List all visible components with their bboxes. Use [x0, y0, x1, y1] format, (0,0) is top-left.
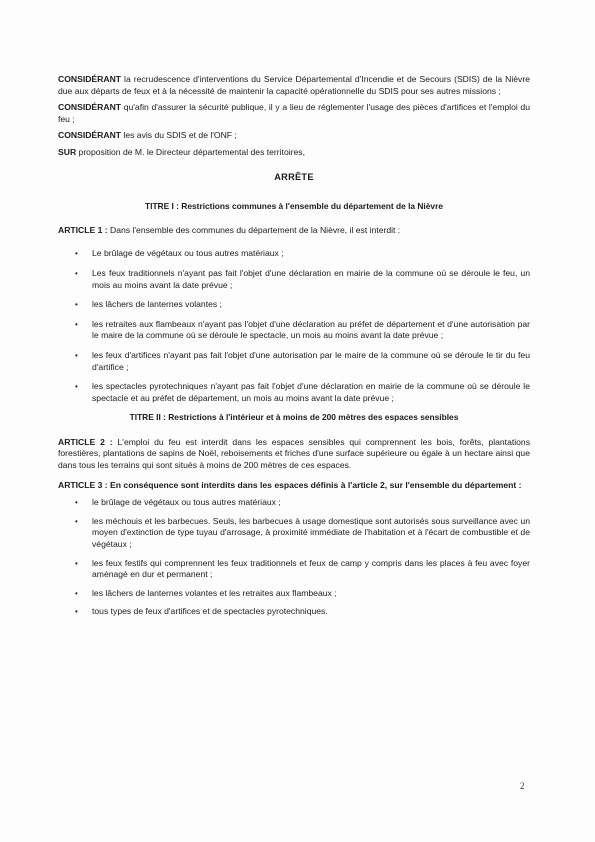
list-item — [75, 497, 530, 509]
considerant-keyword: CONSIDÉRANT — [58, 102, 122, 113]
list-item — [75, 381, 530, 404]
bullet-icon: • — [75, 558, 78, 568]
considerant-2 — [58, 102, 530, 125]
article-text: Dans l'ensemble des communes du département de la Nièvre, il est interdit : — [107, 224, 401, 235]
bullet-icon: • — [75, 588, 78, 598]
bullet-icon: • — [75, 382, 78, 392]
sur-proposition — [58, 147, 530, 159]
article-text: L'emploi du feu est interdit dans les espaces sensibles qui comprennent les bois, forêts, plantations forestières, plantations de sapins de Noël, reboisements et friches d'une surface supérieure ou égale à un hectare ainsi que dans tous les terrains qui sont situés à moins de 200 mètres de ces espaces. — [58, 436, 531, 471]
bullet-icon: • — [75, 607, 78, 617]
bullet-icon: • — [75, 350, 78, 360]
list-item — [75, 557, 530, 581]
article-3-list — [58, 497, 530, 618]
article-label: ARTICLE 2 : — [58, 436, 113, 447]
list-item-text: les retraites aux flambeaux n'ayant pas l'objet d'une déclaration au préfet de département et d'une autorisation par le maire de la commune où se déroule le spectacle, un mois au moins avant la date prévue ; — [92, 318, 530, 341]
list-item-text: Le brûlage de végétaux ou tous autres matériaux ; — [92, 248, 284, 259]
considerant-text: les avis du SDIS et de l'ONF ; — [121, 130, 237, 141]
arrete-heading: ARRÊTE — [274, 171, 314, 182]
list-item — [75, 299, 530, 311]
bullet-icon: • — [75, 516, 78, 526]
list-item-text: Les feux traditionnels n'ayant pas fait l'objet d'une déclaration en mairie de la commune où se déroule le feu, un mois au moins avant la date prévue ; — [92, 267, 530, 290]
article-3-intro — [58, 480, 530, 492]
considerant-keyword: CONSIDÉRANT — [58, 74, 122, 84]
list-item — [75, 349, 530, 373]
article-1-intro — [58, 225, 530, 237]
list-item-text: le brûlage de végétaux ou tous autres matériaux ; — [92, 497, 281, 508]
considerant-text: qu'afin d'assurer la sécurité publique, il y a lieu de réglementer l'usage des pièces d'artifices et l'emploi du feu ; — [58, 102, 530, 124]
list-item — [75, 587, 530, 600]
list-item-text: tous types de feux d'artifices et de spectacles pyrotechniques. — [92, 606, 328, 617]
list-item — [75, 267, 530, 291]
sur-text: proposition de M. le Directeur départemental des territoires, — [76, 146, 305, 157]
bullet-icon: • — [75, 268, 78, 278]
titre-1-heading: TITRE I : Restrictions communes à l'ensemble du département de la Nièvre — [145, 201, 443, 212]
list-item — [75, 515, 530, 551]
list-item-text: les méchouis et les barbecues. Seuls, les barbecues à usage domestique sont autorisés sous surveillance avec un moyen d'extinction de type tuyau d'arrosage, à proximité immédiate de l'habitation et à l'écart de combustible et de végétaux ; — [92, 515, 530, 550]
list-item — [75, 248, 530, 260]
list-item-text: les feux d'artifices n'ayant pas fait l'objet d'une autorisation par le maire de la commune où se déroule le tir du feu d'artifice ; — [92, 349, 530, 372]
considerant-keyword: CONSIDÉRANT — [58, 130, 122, 141]
list-item-text: les feux festifs qui comprennent les feux traditionnels et feux de camp y compris dans les places à feu avec foyer aménagé en dur et permanent ; — [92, 557, 530, 580]
bullet-icon: • — [75, 319, 78, 329]
considerant-text: la recrudescence d'interventions du Service Départemental d'Incendie et de Secours (SDIS) de la Nièvre due aux départs de feux et à la nécessité de maintenir la capacité opérationnelle du SDIS pour ses autres missions ; — [58, 74, 530, 96]
bullet-icon: • — [75, 300, 78, 310]
article-2 — [58, 437, 530, 472]
titre-2-heading: TITRE II : Restrictions à l'intérieur et à moins de 200 mètres des espaces sensibles — [129, 412, 459, 423]
document-body — [58, 74, 530, 625]
sur-keyword: SUR — [58, 146, 77, 157]
list-item — [75, 318, 530, 342]
article-text: En conséquence sont interdits dans les espaces définis à l'article 2, sur l'ensemble du département : — [107, 479, 522, 490]
page-number: 2 — [520, 781, 525, 791]
list-item-text: les lâchers de lanternes volantes ; — [92, 299, 222, 310]
bullet-icon: • — [75, 498, 78, 508]
considerant-3 — [58, 130, 530, 142]
article-label: ARTICLE 1 : — [58, 224, 108, 235]
list-item — [75, 606, 530, 618]
list-item-text: les spectacles pyrotechniques n'ayant pas fait l'objet d'une déclaration en mairie de la commune où se déroule le spectacle et au préfet de département, un mois au moins avant la date prévue ; — [92, 381, 530, 403]
article-label: ARTICLE 3 : — [58, 479, 108, 490]
article-1-list — [58, 248, 530, 404]
list-item-text: les lâchers de lanternes volantes et les retraites aux flambeaux ; — [92, 587, 337, 598]
bullet-icon: • — [75, 249, 78, 259]
considerant-1 — [58, 74, 530, 97]
